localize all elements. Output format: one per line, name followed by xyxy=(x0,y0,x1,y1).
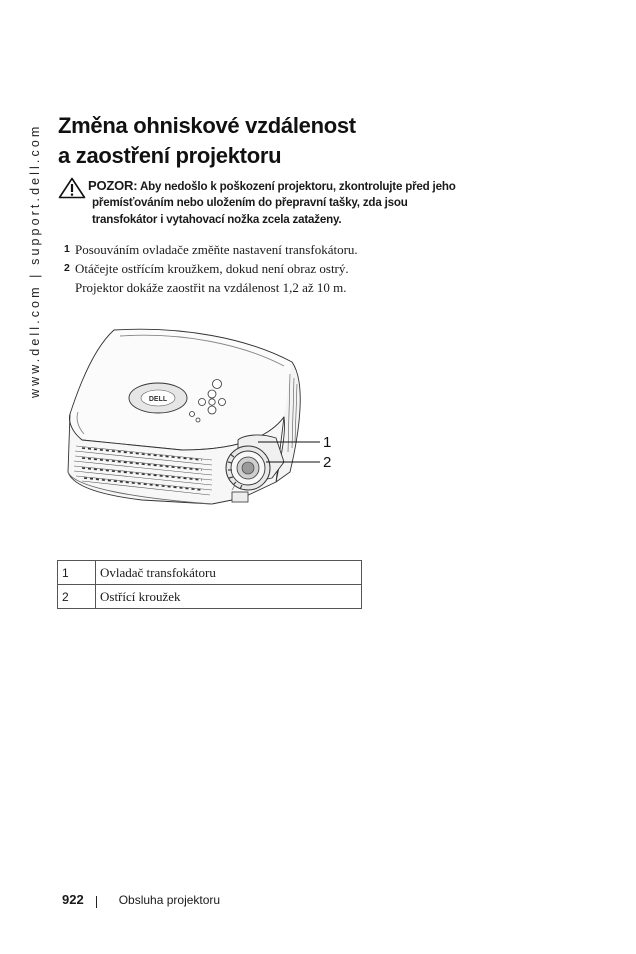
page-title-line-2: a zaostření projektoru xyxy=(58,143,282,168)
warning-icon xyxy=(58,177,86,199)
step-number: 1 xyxy=(64,243,70,255)
footer-section: Obsluha projektoru xyxy=(118,893,221,907)
step-number: 2 xyxy=(64,262,70,274)
caution-continuation xyxy=(92,194,408,228)
caution-text-line-2: přemísťováním nebo uložením do přepravní tašky, zda jsou xyxy=(92,196,408,209)
legend-table xyxy=(57,560,362,609)
caution-text-line-1: Aby nedošlo k poškození projektoru, zkontrolujte před jeho xyxy=(139,180,456,193)
caution-text-line-3: transfokátor i vytahovací nožka zcela zataženy. xyxy=(92,213,342,226)
projector-logo-text: DELL xyxy=(148,396,168,403)
page-footer xyxy=(62,892,220,908)
table-row xyxy=(58,585,362,609)
footer-separator xyxy=(96,896,97,908)
projector-illustration xyxy=(62,322,352,512)
page-title xyxy=(58,111,356,171)
legend-label: Ostřící kroužek xyxy=(96,585,362,609)
step-subtext: Projektor dokáže zaostřit na vzdálenost 1,2 až 10 m. xyxy=(75,280,347,295)
table-row xyxy=(58,561,362,585)
step-text: Otáčejte ostřícím kroužkem, dokud není obraz ostrý. xyxy=(75,261,349,276)
step-item xyxy=(64,259,484,278)
callout-label: 2 xyxy=(323,454,332,471)
callout-label: 1 xyxy=(323,434,332,451)
caution-first-line xyxy=(88,177,456,195)
legend-number: 1 xyxy=(58,561,96,585)
step-item xyxy=(64,240,484,259)
caution-label: POZOR: xyxy=(88,178,138,193)
legend-label: Ovladač transfokátoru xyxy=(96,561,362,585)
legend-number: 2 xyxy=(58,585,96,609)
page-number: 922 xyxy=(62,892,84,907)
step-text: Posouváním ovladače změňte nastavení transfokátoru. xyxy=(75,242,358,257)
side-url: www.dell.com | support.dell.com xyxy=(28,123,42,398)
steps-list xyxy=(64,240,484,297)
page-title-line-1: Změna ohniskové vzdálenost xyxy=(58,113,356,138)
